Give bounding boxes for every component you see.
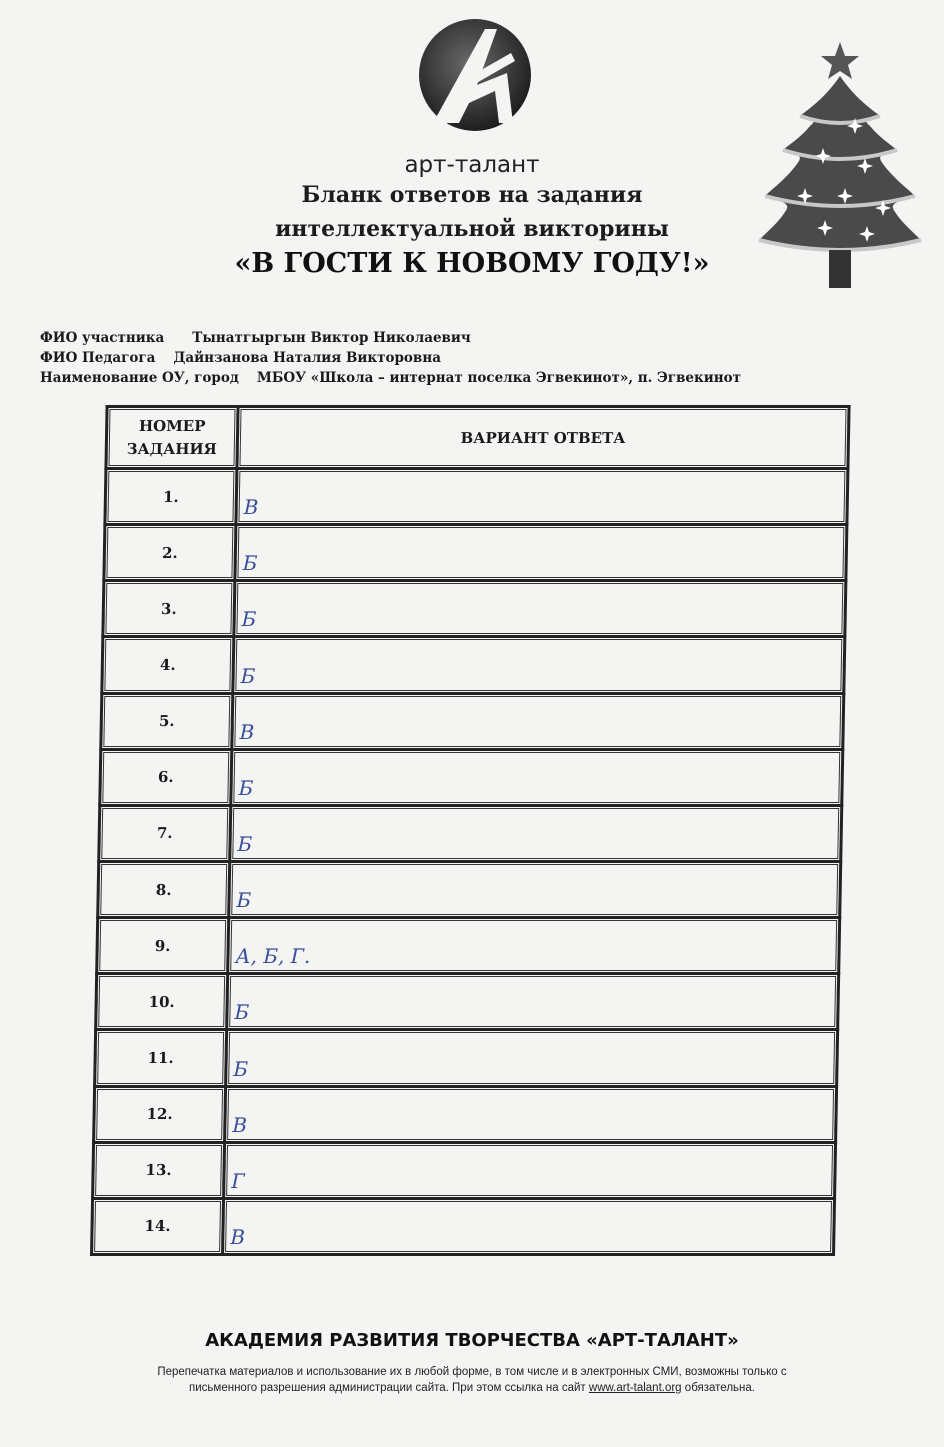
school-row: [40, 370, 741, 390]
copyright-note: [40, 1364, 904, 1396]
table-row: [97, 918, 840, 974]
task-number: 10.: [96, 974, 228, 1030]
handwritten-answer: Б: [230, 805, 842, 861]
task-number: 6.: [100, 749, 232, 805]
copyright-note-line-2-end: обязательна.: [684, 1382, 755, 1394]
teacher-row: [40, 350, 741, 370]
task-number: 8.: [98, 861, 230, 917]
table-row: [100, 749, 843, 805]
task-number: 14.: [92, 1198, 224, 1254]
table-row: [101, 693, 844, 749]
handwritten-answer: Б: [233, 637, 845, 693]
handwritten-answer: Б: [234, 581, 846, 637]
handwritten-answer: Б: [229, 861, 841, 917]
handwritten-answer: Б: [226, 1030, 838, 1086]
table-row: [99, 805, 842, 861]
participant-label: ФИО участника: [40, 330, 165, 346]
table-row: [92, 1198, 835, 1254]
table-row: [94, 1086, 837, 1142]
column-header-answer: ВАРИАНТ ОТВЕТА: [237, 407, 849, 469]
table-row: [104, 525, 847, 581]
task-number: 7.: [99, 805, 231, 861]
task-number: 5.: [101, 693, 233, 749]
answers-table: [90, 405, 851, 1256]
table-row: [95, 1030, 838, 1086]
task-number: 4.: [102, 637, 234, 693]
participant-value: Тынатгыргын Виктор Николаевич: [192, 330, 471, 346]
task-number: 9.: [97, 918, 229, 974]
school-label: Наименование ОУ, город: [40, 370, 239, 386]
task-number: 2.: [104, 525, 236, 581]
handwritten-answer: Б: [231, 749, 843, 805]
handwritten-answer: Г: [224, 1142, 836, 1198]
task-number: 13.: [93, 1142, 225, 1198]
column-header-number-line-2: ЗАДАНИЯ: [126, 439, 218, 458]
handwritten-answer: В: [223, 1198, 835, 1254]
teacher-label: ФИО Педагога: [40, 350, 156, 366]
teacher-value: Дайнзанова Наталия Викторовна: [173, 350, 441, 366]
site-link[interactable]: www.art-talant.org: [588, 1382, 682, 1394]
handwritten-answer: Б: [235, 525, 847, 581]
academy-name: АКАДЕМИЯ РАЗВИТИЯ ТВОРЧЕСТВА «АРТ-ТАЛАНТ»: [205, 1330, 739, 1351]
art-talant-logo-icon: [415, 15, 535, 135]
table-header-row: [106, 407, 849, 469]
participant-info: [40, 330, 741, 390]
table-row: [98, 861, 841, 917]
brand-name: арт-талант: [404, 152, 540, 178]
handwritten-answer: А, Б, Г.: [228, 918, 840, 974]
quiz-name: «В ГОСТИ К НОВОМУ ГОДУ!»: [234, 248, 710, 279]
school-value: МБОУ «Школа – интернат поселка Эгвекинот», п. Эгвекинот: [256, 370, 741, 386]
copyright-note-line-2: [40, 1380, 904, 1396]
handwritten-answer: Б: [227, 974, 839, 1030]
table-row: [96, 974, 839, 1030]
copyright-note-line-2-start: письменного разрешения администрации сайта. При этом ссылка на сайт: [189, 1382, 586, 1394]
table-row: [105, 469, 848, 525]
form-title-line-1: Бланк ответов на задания: [301, 182, 643, 208]
task-number: 1.: [105, 469, 237, 525]
participant-row: [40, 330, 741, 350]
copyright-note-line-1: Перепечатка материалов и использование их в любой форме, в том числе и в электронных СМИ, возможны только с: [157, 1366, 787, 1378]
column-header-number-line-1: НОМЕР: [138, 416, 206, 435]
task-number: 12.: [94, 1086, 226, 1142]
handwritten-answer: В: [236, 469, 848, 525]
table-row: [103, 581, 846, 637]
handwritten-answer: В: [225, 1086, 837, 1142]
task-number: 3.: [103, 581, 235, 637]
handwritten-answer: В: [232, 693, 844, 749]
table-row: [102, 637, 845, 693]
form-title-line-2: интеллектуальной викторины: [275, 216, 669, 242]
table-row: [93, 1142, 836, 1198]
column-header-number: [106, 407, 238, 469]
task-number: 11.: [95, 1030, 227, 1086]
